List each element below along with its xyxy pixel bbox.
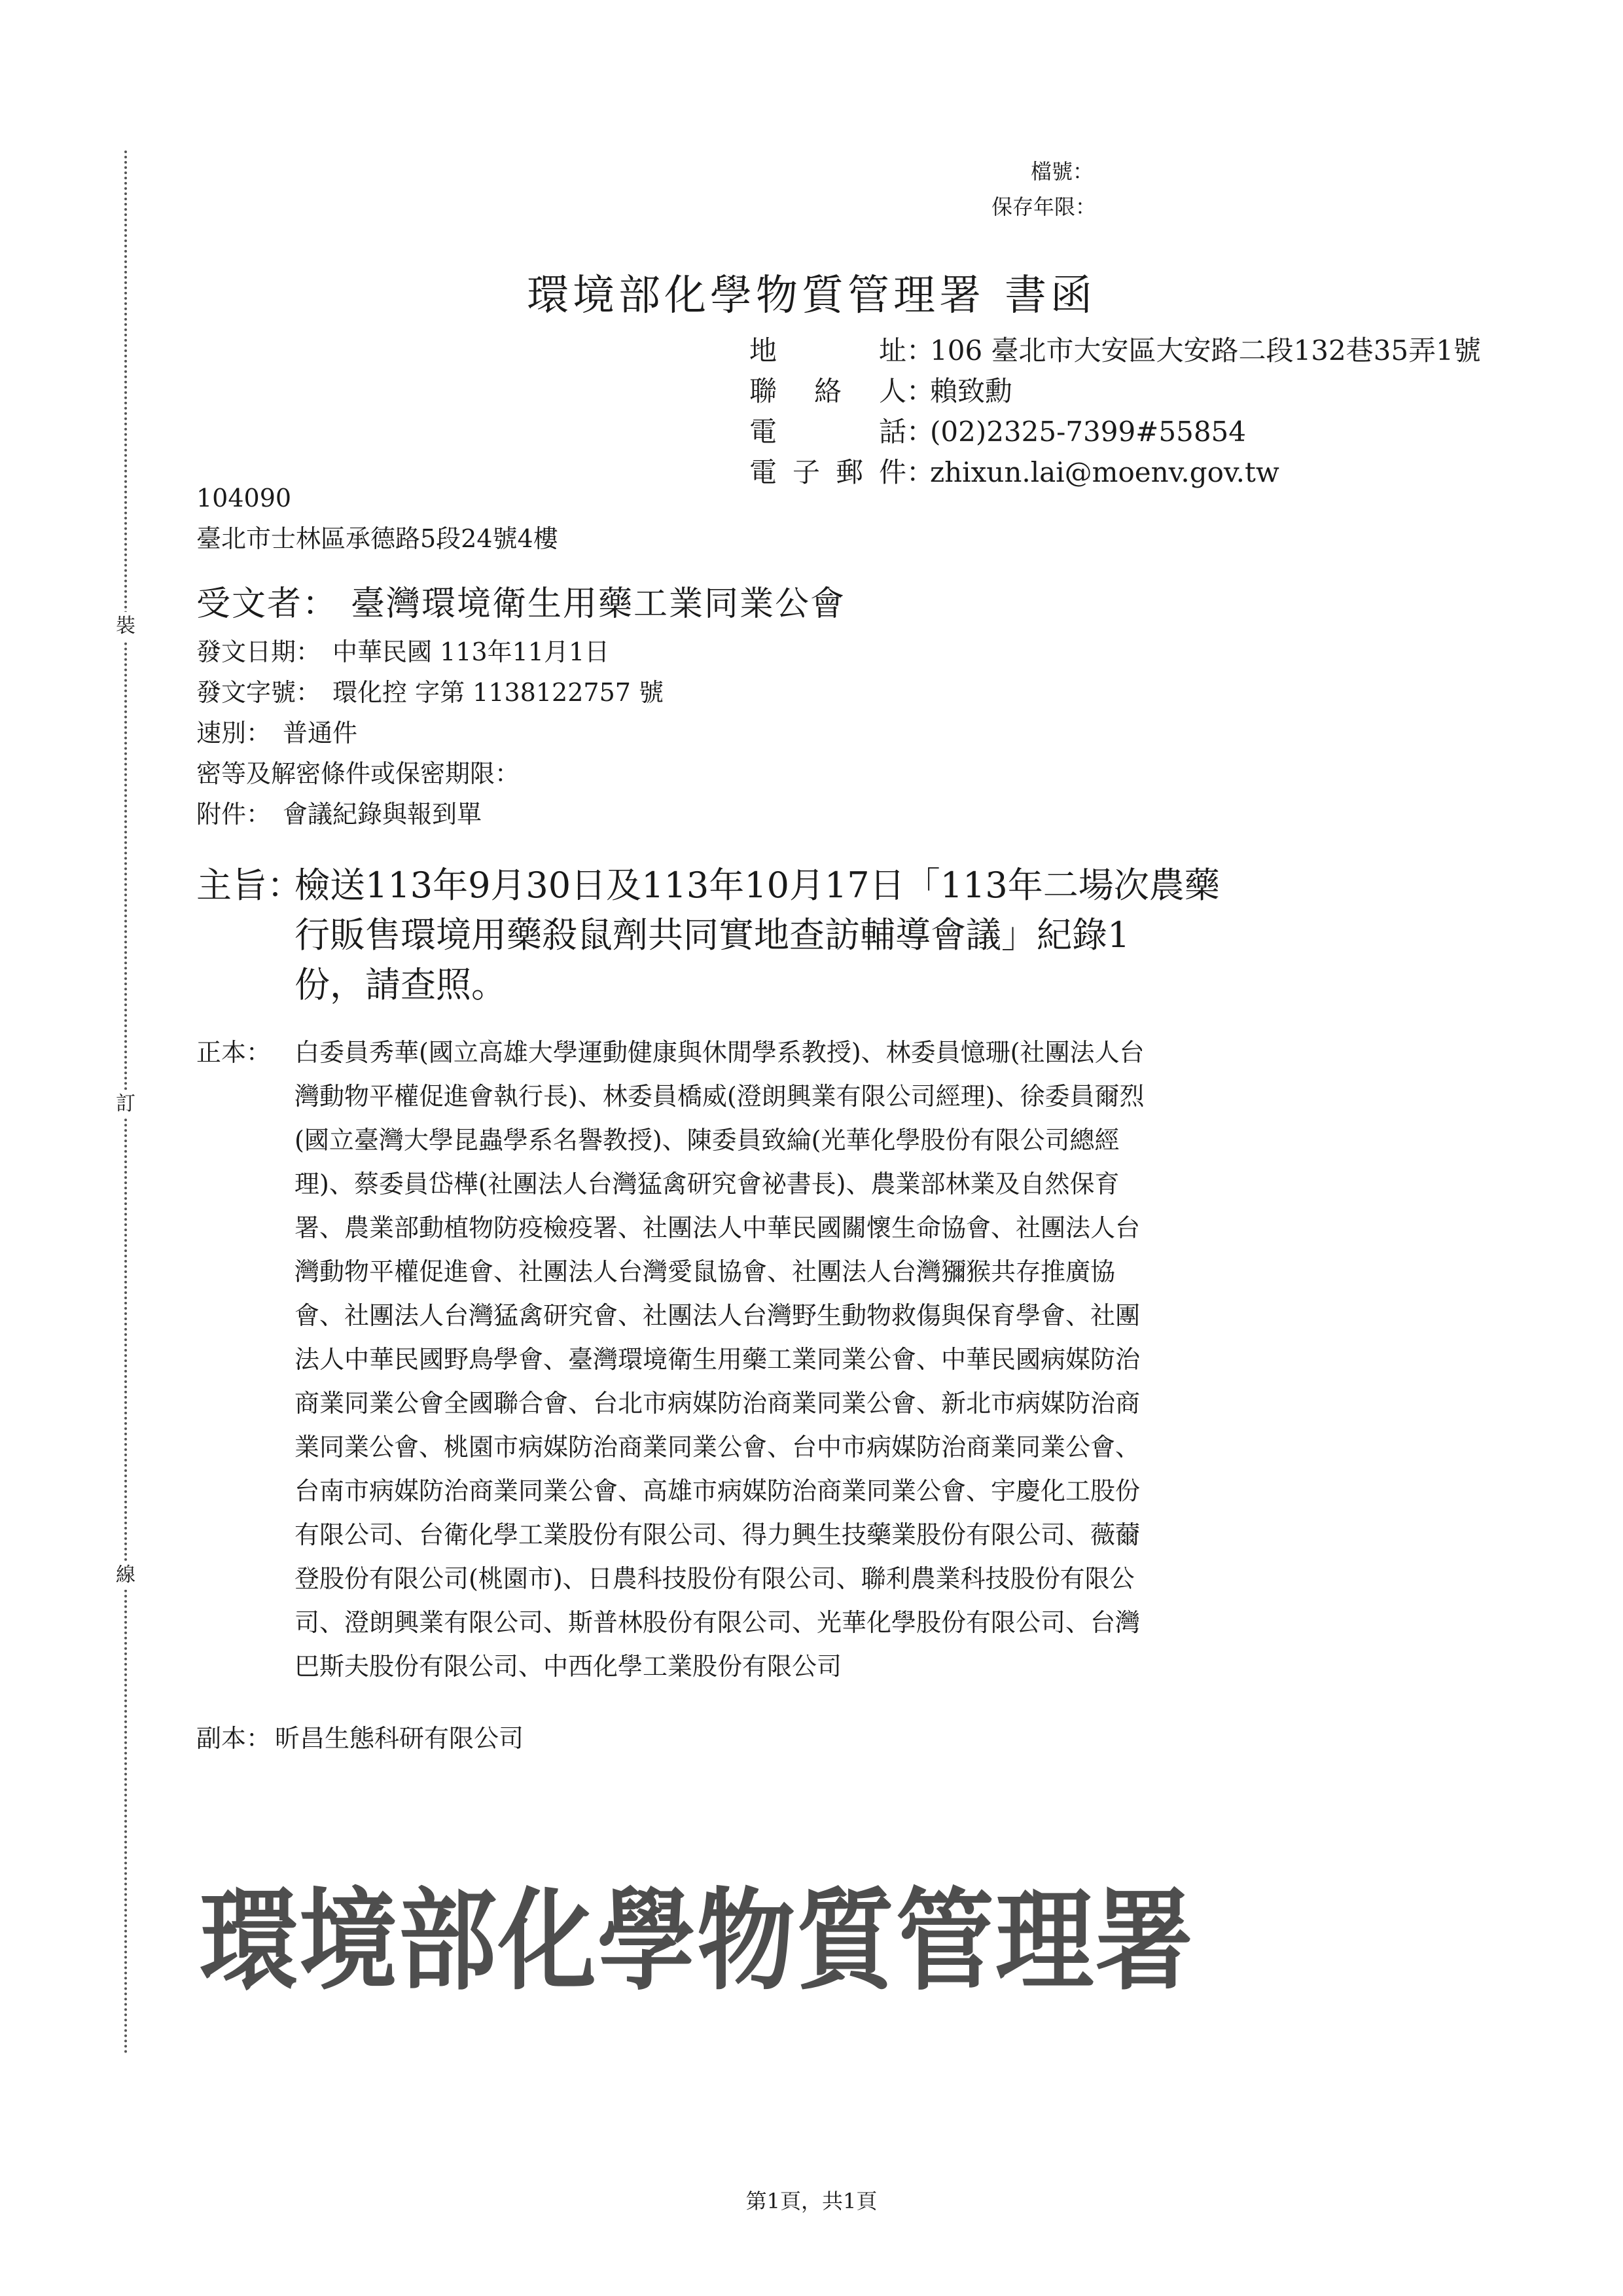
meta-label: 發文日期： xyxy=(196,637,321,666)
postal-code: 104090 xyxy=(196,484,292,512)
contact-value: (02)2325-7399#55854 xyxy=(930,416,1246,448)
contact-label: 地 址 xyxy=(749,334,906,367)
file-number-label: 檔號： xyxy=(1031,159,1094,184)
retention-period-label: 保存年限： xyxy=(991,194,1097,219)
distribution-line: 司、澄朗興業有限公司、斯普林股份有限公司、光華化學股份有限公司、台灣 xyxy=(294,1608,1141,1637)
subject-line: 檢送113年9月30日及113年10月17日「113年二場次農藥 xyxy=(294,865,1220,906)
subject-line: 份，請查照。 xyxy=(294,964,507,1005)
classification xyxy=(196,753,664,794)
contact-email-row: 電子郵件 ： zhixun.lai@moenv.gov.tw xyxy=(749,452,1481,493)
recipient-label: 受文者： xyxy=(196,584,338,624)
cc-value: 昕昌生態科研有限公司 xyxy=(275,1724,524,1753)
distribution-line: 業同業公會、桃園市病媒防治商業同業公會、台中市病媒防治商業同業公會、 xyxy=(294,1433,1141,1462)
contact-address-row: 地 址 ： 106 臺北市大安區大安路二段132巷35弄1號 xyxy=(749,331,1481,371)
distribution-line: 巴斯夫股份有限公司、中西化學工業股份有限公司 xyxy=(294,1652,842,1681)
distribution-line: (國立臺灣大學昆蟲學系名譽教授)、陳委員致綸(光華化學股份有限公司總經 xyxy=(294,1126,1120,1155)
page-footer: 第1頁，共1頁 xyxy=(745,2189,878,2214)
meta-value: 中華民國 113年11月1日 xyxy=(332,637,610,666)
distribution-line: 署、農業部動植物防疫檢疫署、社團法人中華民國關懷生命協會、社團法人台 xyxy=(294,1213,1141,1242)
contact-label: 電子郵件 xyxy=(749,456,906,488)
recipient-address xyxy=(196,478,558,559)
binding-char-3: 線 xyxy=(110,1561,141,1590)
distribution-label: 正本： xyxy=(196,1038,272,1067)
contact-value: 賴致勳 xyxy=(930,375,1013,407)
distribution-line: 灣動物平權促進會、社團法人台灣愛鼠協會、社團法人台灣獼猴共存推廣協 xyxy=(294,1257,1116,1286)
recipient-line xyxy=(196,576,846,625)
subject-body xyxy=(294,861,1433,1010)
attachment xyxy=(196,794,664,834)
subject-label: 主旨： xyxy=(196,865,302,906)
meta-value: 環化控 字第 1138122757 號 xyxy=(332,678,664,707)
document-title xyxy=(0,262,1623,322)
meta-label: 附件： xyxy=(196,800,272,829)
street-address: 臺北市士林區承德路5段24號4樓 xyxy=(196,524,558,553)
subject-line: 行販售環境用藥殺鼠劑共同實地查訪輔導會議」紀錄1 xyxy=(294,914,1130,956)
cc-label: 副本： xyxy=(196,1724,272,1753)
delivery-speed xyxy=(196,713,664,753)
distribution-line: 會、社團法人台灣猛禽研究會、社團法人台灣野生動物救傷與保育學會、社團 xyxy=(294,1301,1141,1330)
distribution-line: 台南市病媒防治商業同業公會、高雄市病媒防治商業同業公會、宇慶化工股份 xyxy=(294,1477,1141,1505)
contact-label: 電 話 xyxy=(749,416,906,448)
meta-value: 普通件 xyxy=(283,719,358,747)
distribution-list xyxy=(294,1031,1446,1689)
distribution-line: 理)、蔡委員岱樺(社團法人台灣猛禽研究會祕書長)、農業部林業及自然保育 xyxy=(294,1170,1120,1198)
contact-person-row: 聯絡人 ： 賴致勳 xyxy=(749,371,1481,412)
meta-label: 發文字號： xyxy=(196,678,321,707)
contact-email[interactable]: zhixun.lai@moenv.gov.tw xyxy=(930,456,1279,488)
agency-seal-stamp: 環境部化學物質管理署 xyxy=(200,1878,1195,2006)
distribution-line: 法人中華民國野鳥學會、臺灣環境衛生用藥工業同業公會、中華民國病媒防治 xyxy=(294,1345,1141,1374)
file-meta xyxy=(991,154,1096,224)
meta-label: 速別： xyxy=(196,719,272,747)
document-meta xyxy=(196,632,664,834)
issue-date xyxy=(196,632,664,672)
distribution-line: 白委員秀華(國立高雄大學運動健康與休閒學系教授)、林委員憶珊(社團法人台 xyxy=(294,1038,1145,1067)
distribution-line: 商業同業公會全國聯合會、台北市病媒防治商業同業公會、新北市病媒防治商 xyxy=(294,1389,1141,1418)
document-type: 書函 xyxy=(1005,272,1096,320)
agency-name: 環境部化學物質管理署 xyxy=(527,272,985,320)
contact-label: 聯絡人 xyxy=(749,375,906,407)
distribution-line: 登股份有限公司(桃園市)、日農科技股份有限公司、聯利農業科技股份有限公 xyxy=(294,1564,1135,1593)
contact-phone-row: 電 話 ： (02)2325-7399#55854 xyxy=(749,412,1481,452)
recipient-name: 臺灣環境衛生用藥工業同業公會 xyxy=(351,584,846,624)
distribution-line: 灣動物平權促進會執行長)、林委員橋威(澄朗興業有限公司經理)、徐委員爾烈 xyxy=(294,1082,1145,1111)
contact-value: 106 臺北市大安區大安路二段132巷35弄1號 xyxy=(930,334,1481,367)
binding-char-1: 裝 xyxy=(110,612,141,641)
cc-line xyxy=(196,1718,524,1754)
binding-char-2: 訂 xyxy=(110,1090,141,1119)
distribution-line: 有限公司、台衛化學工業股份有限公司、得力興生技藥業股份有限公司、薇薾 xyxy=(294,1520,1141,1549)
contact-block xyxy=(749,331,1481,493)
meta-value: 會議紀錄與報到單 xyxy=(283,800,482,829)
document-number xyxy=(196,672,664,713)
meta-label: 密等及解密條件或保密期限： xyxy=(196,759,520,788)
